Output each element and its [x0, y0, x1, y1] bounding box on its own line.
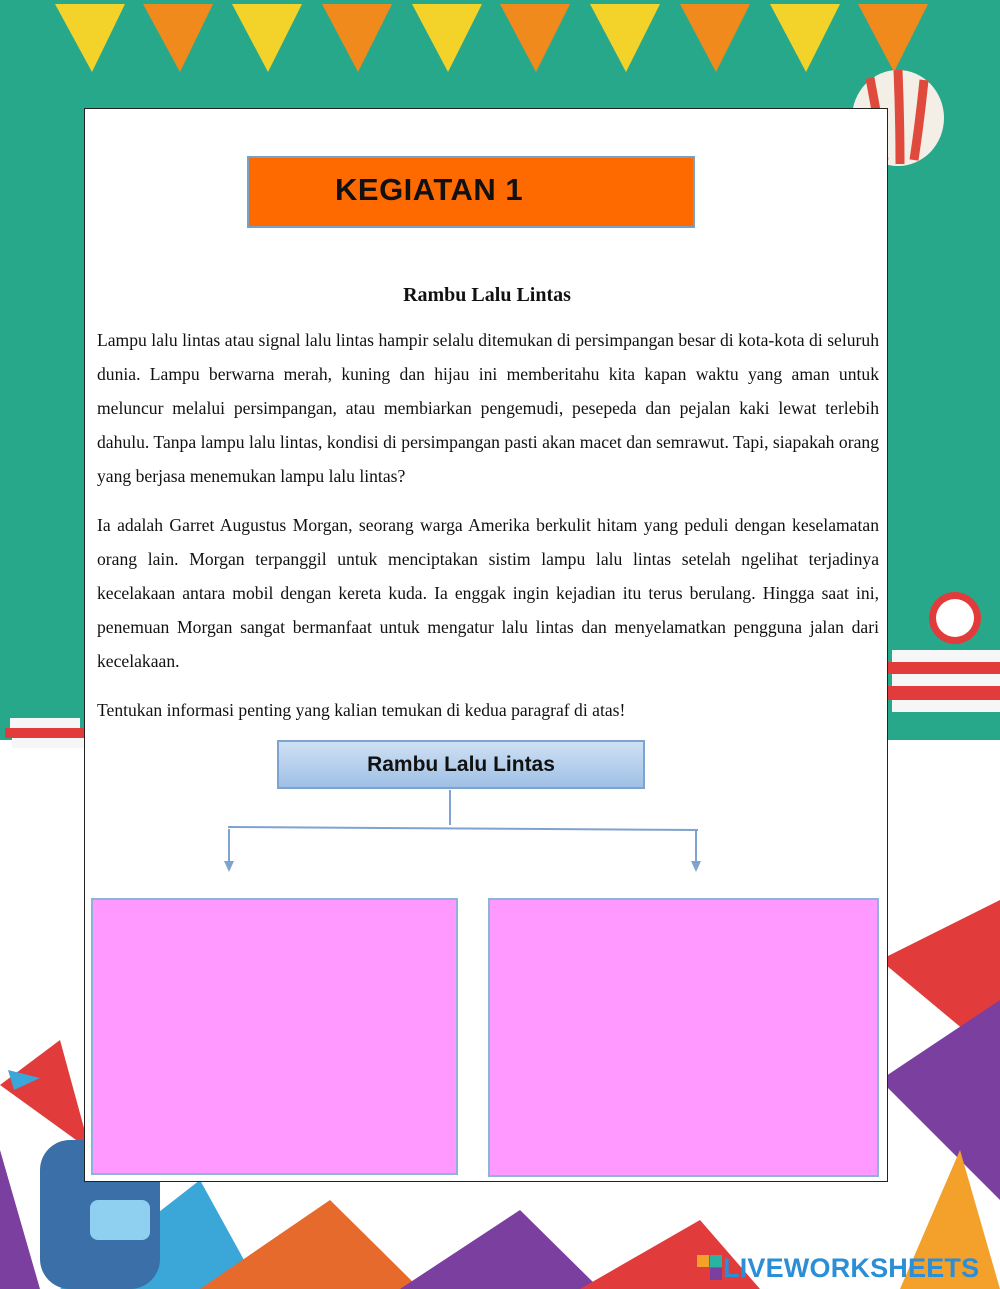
liveworksheets-logo-text: LIVEWORKSHEETS	[723, 1253, 980, 1283]
answer-box-left[interactable]	[91, 898, 458, 1175]
worksheet-page	[84, 108, 888, 1182]
clock-decoration	[929, 592, 981, 644]
arrow-down-left-icon	[224, 861, 234, 872]
page-title: Rambu Lalu Lintas	[403, 284, 571, 306]
paragraph-1: Lampu lalu lintas atau signal lalu lintas hampir selalu ditemukan di persimpangan besar di kota-kota di seluruh dunia. Lampu berwarna merah, kuning dan hijau ini memberitahu kita kapan waktu yang aman untuk meluncur melalui persimpangan, atau membiarkan pengemudi, pesepeda dan pejalan kaki lewat terlebih dahulu. Tanpa lampu lalu lintas, kondisi di persimpangan pasti akan macet dan semrawut. Tapi, siapakah orang yang berjasa menemukan lampu lalu lintas?	[97, 330, 879, 486]
diagram-connector-lines	[85, 109, 889, 909]
activity-label: KEGIATAN 1	[335, 172, 524, 207]
arrow-down-right-icon	[691, 861, 701, 872]
paragraph-2: Ia adalah Garret Augustus Morgan, seorang warga Amerika berkulit hitam yang peduli dengan keselamatan orang lain. Morgan terpanggil untuk menciptakan sistim lampu lalu lintas setelah ngelihat terjadinya kecelakaan antara mobil dengan kereta kuda. Ia enggak ingin kejadian itu terus berulang. Hingga saat ini, penemuan Morgan sangat bermanfaat untuk mengatur lalu lintas dan menyelamatkan pengguna jalan dari kecelakaan.	[97, 515, 879, 671]
diagram-root-label: Rambu Lalu Lintas	[367, 753, 555, 776]
live-logo-icon	[697, 1255, 723, 1281]
answer-box-right[interactable]	[488, 898, 879, 1177]
connector-horizontal	[228, 827, 698, 830]
instruction-text: Tentukan informasi penting yang kalian temukan di kedua paragraf di atas!	[97, 700, 626, 720]
